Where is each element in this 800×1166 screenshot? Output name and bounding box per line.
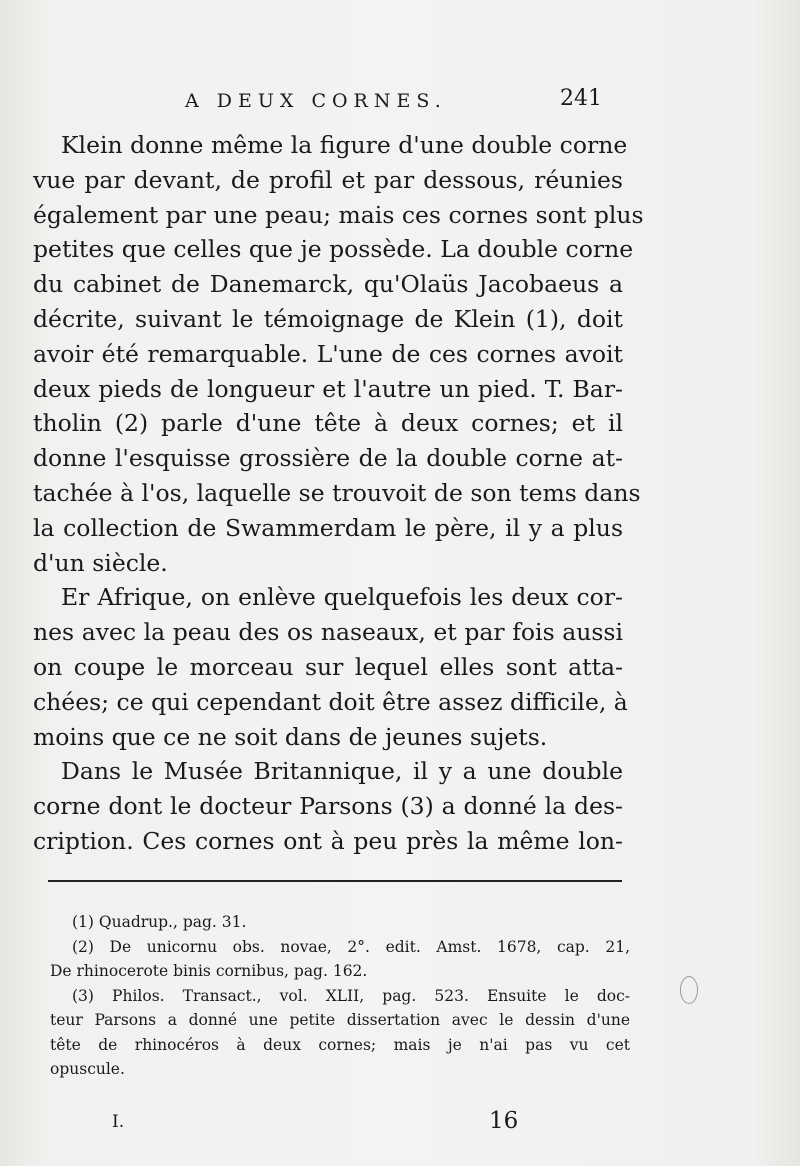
margin-circle-mark xyxy=(680,976,698,1004)
body-line: tholin (2) parle d'une tête à deux cornes; et il xyxy=(33,409,623,438)
body-line: la collection de Swammerdam le père, il y a plus xyxy=(33,513,623,542)
body-line: Er Afrique, on enlève quelquefois les deux cor- xyxy=(61,583,623,612)
footnote-line: opuscule. xyxy=(50,1060,125,1078)
body-line: tachée à l'os, laquelle se trouvoit de son tems dans xyxy=(33,478,641,507)
body-line: Dans le Musée Britannique, il y a une double xyxy=(61,757,623,786)
body-line: décrite, suivant le témoignage de Klein (1), doit xyxy=(33,304,623,333)
body-line: vue par devant, de profil et par dessous, réunies xyxy=(33,165,623,194)
footnote-line: tête de rhinocéros à deux cornes; mais je n'ai pas vu cet xyxy=(50,1035,630,1054)
footnote-line: (1) Quadrup., pag. 31. xyxy=(72,913,247,931)
body-line: chées; ce qui cependant doit être assez difficile, à xyxy=(33,687,628,716)
footnote-line: teur Parsons a donné une petite dissertation avec le dessin d'une xyxy=(50,1011,630,1029)
body-line: Klein donne même la figure d'une double corne xyxy=(61,131,628,159)
footnote-line: De rhinocerote binis cornibus, pag. 162. xyxy=(50,962,368,980)
footnotes xyxy=(50,910,630,1082)
body-text xyxy=(33,128,644,859)
body-line: deux pieds de longueur et l'autre un pied. T. Bar- xyxy=(33,374,623,403)
body-line: donne l'esquisse grossière de la double corne at- xyxy=(33,444,623,473)
signature-mark: I. xyxy=(112,1112,125,1132)
footnote-rule xyxy=(48,880,622,882)
body-line: du cabinet de Danemarck, qu'Olaüs Jacobaeus a xyxy=(33,270,623,299)
running-head: A DEUX CORNES. xyxy=(185,90,447,112)
page-header xyxy=(0,86,800,116)
body-line: on coupe le morceau sur lequel elles sont atta- xyxy=(33,652,623,681)
body-line: d'un siècle. xyxy=(33,548,168,577)
footnote-line: (3) Philos. Transact., vol. XLII, pag. 523. Ensuite le doc- xyxy=(72,986,630,1005)
body-line: corne dont le docteur Parsons (3) a donné la des- xyxy=(33,792,623,821)
body-line: également par une peau; mais ces cornes sont plus xyxy=(33,200,644,229)
body-line: avoir été remarquable. L'une de ces cornes avoit xyxy=(33,339,623,368)
body-line: moins que ce ne soit dans de jeunes sujets. xyxy=(33,722,548,751)
body-line: petites que celles que je possède. La double corne xyxy=(33,235,634,264)
body-line: nes avec la peau des os naseaux, et par fois aussi xyxy=(33,618,623,647)
body-line: cription. Ces cornes ont à peu près la même lon- xyxy=(33,826,623,855)
sheet-number: 16 xyxy=(489,1108,519,1134)
footnote-line: (2) De unicornu obs. novae, 2°. edit. Amst. 1678, cap. 21, xyxy=(72,937,630,956)
page-number: 241 xyxy=(560,86,602,111)
